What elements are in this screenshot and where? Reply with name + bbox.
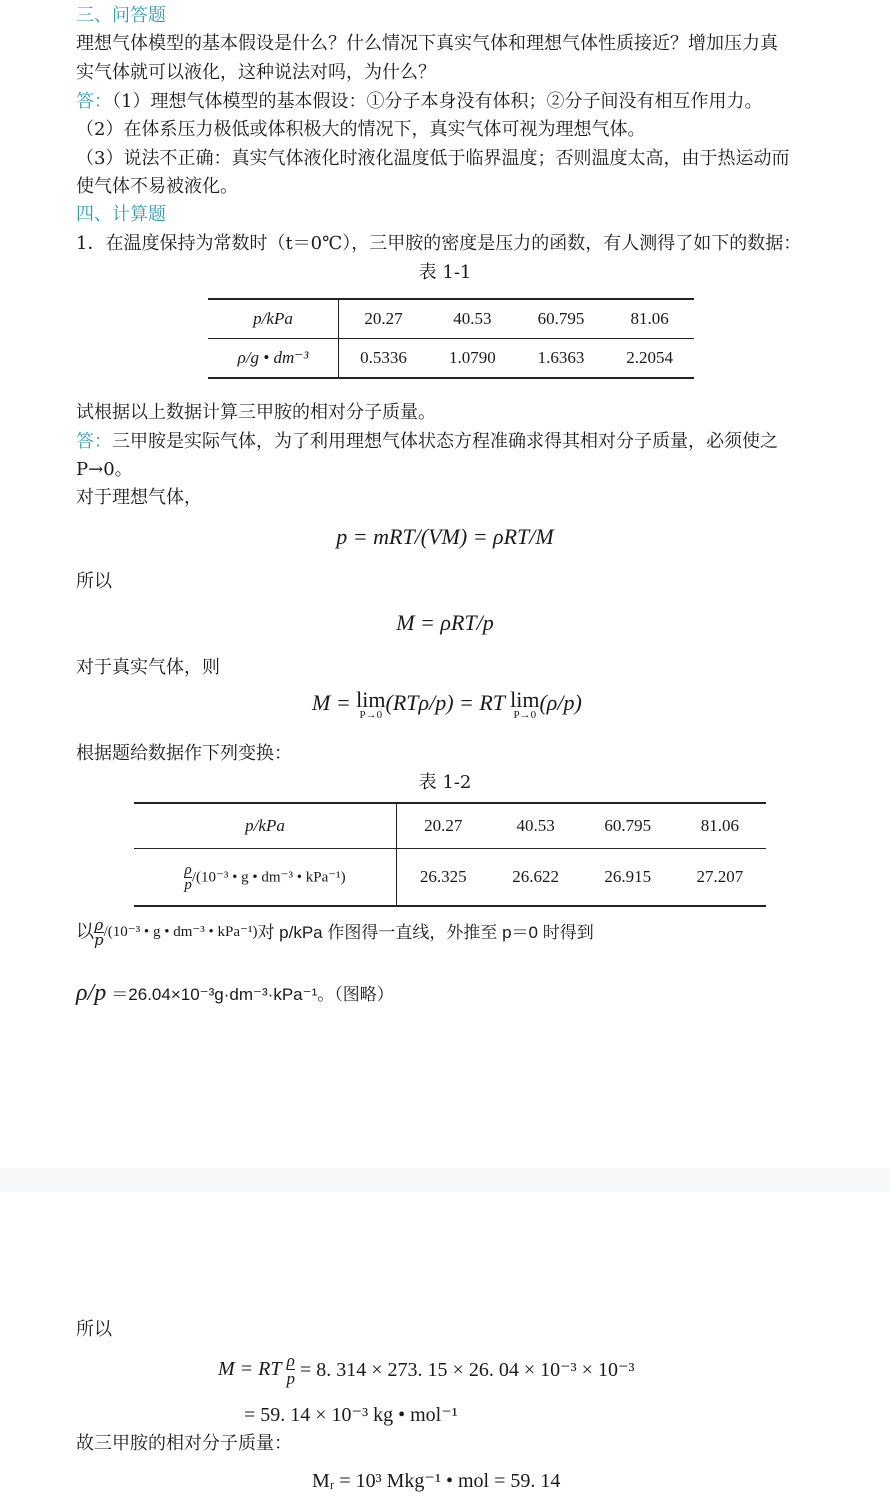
- table-cell: 0.5336: [360, 348, 407, 367]
- answer-intro-2: P→0。: [76, 459, 133, 480]
- table-cell: 81.06: [630, 309, 669, 328]
- table-cell: 60.795: [604, 816, 652, 835]
- question-line-2: 实气体就可以液化，这种说法对吗，为什么？: [76, 62, 436, 83]
- table-cell: p/kPa: [134, 803, 397, 849]
- section-heading-calc: 四、计算题: [76, 204, 166, 225]
- lim-text-1: lim: [356, 687, 386, 712]
- lim-sub-2: P→0: [513, 709, 537, 721]
- table-cell: 26.325: [419, 867, 467, 886]
- table-cell: 60.795: [537, 309, 585, 328]
- table-cell: 1.6363: [537, 348, 585, 367]
- table-row: [134, 803, 766, 849]
- plot-fraction: [94, 918, 104, 947]
- frac-num: ρ: [94, 916, 104, 934]
- table-cell: 26.622: [512, 867, 560, 886]
- table-cell: 26.915: [604, 867, 652, 886]
- so-text-2: 所以: [76, 1319, 112, 1340]
- real-gas-text: 对于真实气体，则: [76, 657, 220, 678]
- eq-limit-rhs: (ρ/p): [539, 690, 582, 715]
- table-cell: p/kPa: [208, 299, 339, 339]
- lim-sub-1: P→0: [359, 709, 383, 721]
- table-1-2: [134, 802, 766, 907]
- table-row: [134, 849, 766, 907]
- table1-caption: 表 1-1: [418, 262, 472, 283]
- table-row: [208, 339, 694, 379]
- eq-calc-rhs: = 8. 314 × 273. 15 × 26. 04 × 10⁻³ × 10⁻³: [300, 1359, 635, 1381]
- final-text: 故三甲胺的相对分子质量：: [76, 1433, 292, 1454]
- table-1-1: [208, 298, 694, 379]
- answer-line-2: （2）在体系压力极低或体积极大的情况下，真实气体可视为理想气体。: [76, 119, 646, 140]
- table-cell: 27.207: [696, 867, 744, 886]
- so-text-1: 所以: [76, 571, 112, 592]
- limit-operator-2: [510, 687, 540, 721]
- answer-intro: [76, 428, 778, 456]
- problem-1: 1．在温度保持为常数时（t＝0℃），三甲胺的密度是压力的函数，有人测得了如下的数据：: [76, 233, 802, 254]
- result-line: [76, 980, 394, 1007]
- equation-ideal-gas: p = mRT/(VM) = ρRT/M: [336, 524, 554, 549]
- lim-text-2: lim: [510, 687, 540, 712]
- equation-final: Mᵣ = 10³ Mkg⁻¹ • mol = 59. 14: [312, 1470, 561, 1492]
- equation-calc-1: [218, 1352, 635, 1396]
- plot-unit: /(10⁻³ • g • dm⁻³ • kPa⁻¹): [103, 924, 258, 940]
- ask-text: 试根据以上数据计算三甲胺的相对分子质量。: [76, 402, 436, 423]
- eq-calc-lhs: M = RT: [218, 1358, 282, 1380]
- rho-over-p-fraction: [184, 863, 192, 892]
- question-line-1: 理想气体模型的基本假设是什么？什么情况下真实气体和理想气体性质接近？增加压力真: [76, 33, 778, 54]
- result-symbol: ρ/p: [76, 980, 107, 1006]
- plot-prefix: 以: [76, 921, 94, 943]
- table2-caption: 表 1-2: [418, 772, 472, 793]
- frac-num: ρ: [184, 861, 192, 878]
- answer-line-3: （3）说法不正确：真实气体液化时液化温度低于临界温度；否则温度太高，由于热运动而: [76, 148, 790, 169]
- page-gap: [0, 1168, 890, 1192]
- table-cell: 40.53: [516, 816, 555, 835]
- frac-den: p: [286, 1369, 295, 1388]
- ratio-unit: /(10⁻³ • g • dm⁻³ • kPa⁻¹): [191, 868, 346, 885]
- equation-calc-2: = 59. 14 × 10⁻³ kg • mol⁻¹: [244, 1404, 458, 1426]
- section-heading-qa: 三、问答题: [76, 5, 166, 26]
- table-cell: ρ/g • dm⁻³: [208, 339, 339, 379]
- answer-line-4: 使气体不易被液化。: [76, 176, 238, 197]
- limit-operator: [356, 687, 386, 721]
- answer-label-2: 答：: [76, 431, 112, 452]
- frac-den: p: [184, 876, 192, 893]
- table-row: [208, 299, 694, 339]
- table-cell: [134, 849, 397, 907]
- plot-line: [76, 918, 594, 958]
- table-cell: 20.27: [424, 816, 463, 835]
- plot-text: 对 p/kPa 作图得一直线，外推至 p＝0 时得到: [257, 923, 594, 942]
- frac-den: p: [94, 931, 104, 949]
- eq-limit-mid: (RTρ/p) = RT: [385, 690, 511, 715]
- answer-line-1: [76, 88, 762, 116]
- transform-text: 根据题给数据作下列变换：: [76, 743, 292, 764]
- equation-limit: [312, 687, 582, 730]
- ideal-gas-text: 对于理想气体，: [76, 487, 202, 508]
- table-cell: 81.06: [700, 816, 740, 835]
- table-cell: 40.53: [453, 309, 492, 328]
- calc-fraction: [287, 1352, 296, 1387]
- equation-molar-mass: M = ρRT/p: [396, 610, 494, 635]
- eq-limit-lhs: M =: [312, 690, 357, 715]
- frac-num: ρ: [286, 1351, 295, 1370]
- result-value: ＝26.04×10⁻³g·dm⁻³·kPa⁻¹。（图略）: [111, 985, 394, 1004]
- answer-intro-text: 三甲胺是实际气体，为了利用理想气体状态方程准确求得其相对分子质量，必须使之: [112, 431, 778, 452]
- answer-label: 答：: [76, 91, 112, 112]
- answer-text-1: （1）理想气体模型的基本假设：①分子本身没有体积；②分子间没有相互作用力。: [112, 91, 763, 112]
- table-cell: 20.27: [364, 309, 403, 328]
- table-cell: 2.2054: [626, 348, 674, 367]
- table-cell: 1.0790: [449, 348, 496, 367]
